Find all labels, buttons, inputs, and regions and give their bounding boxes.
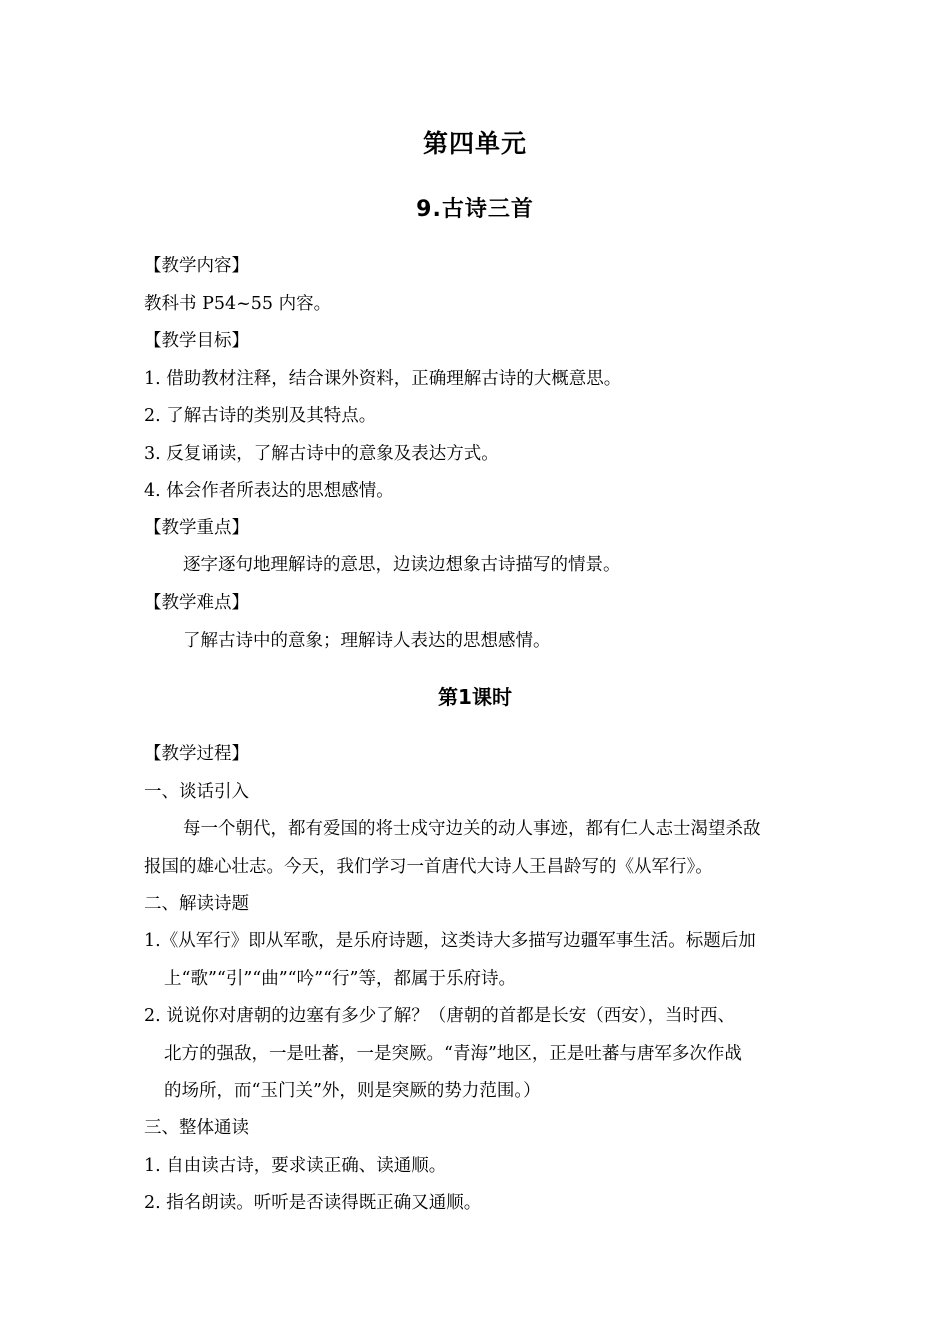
goal-item: 2. 了解古诗的类别及其特点。	[144, 406, 377, 426]
difficulty-heading: 【教学难点】	[144, 593, 249, 613]
goals-heading: 【教学目标】	[144, 331, 249, 351]
part2-item-line: 1.《从军行》即从军歌，是乐府诗题，这类诗大多描写边疆军事生活。标题后加	[144, 931, 756, 951]
content-heading: 【教学内容】	[144, 256, 249, 276]
part3-item: 2. 指名朗读。听听是否读得既正确又通顺。	[144, 1193, 482, 1213]
part2-title: 二、解读诗题	[144, 894, 249, 914]
goal-item: 1. 借助教材注释，结合课外资料，正确理解古诗的大概意思。	[144, 369, 622, 389]
part3-title: 三、整体通读	[144, 1118, 249, 1138]
part1-paragraph-line: 每一个朝代，都有爱国的将士戍守边关的动人事迹，都有仁人志士渴望杀敌	[183, 819, 761, 839]
goal-item: 4. 体会作者所表达的思想感情。	[144, 481, 394, 501]
unit-title: 第四单元	[422, 129, 527, 158]
content-text: 教科书 P54~55 内容。	[144, 294, 332, 314]
part2-item-line: 2. 说说你对唐朝的边塞有多少了解？（唐朝的首都是长安（西安），当时西、	[144, 1006, 736, 1026]
part1-paragraph-line: 报国的雄心壮志。今天，我们学习一首唐代大诗人王昌龄写的《从军行》。	[144, 857, 713, 877]
process-heading: 【教学过程】	[144, 744, 249, 764]
key-heading: 【教学重点】	[144, 518, 249, 538]
goal-item: 3. 反复诵读，了解古诗中的意象及表达方式。	[144, 444, 499, 464]
part1-title: 一、谈话引入	[144, 782, 249, 802]
period-title: 第1课时	[438, 685, 512, 709]
part2-item-line: 北方的强敌，一是吐蕃，一是突厥。“青海”地区，正是吐蕃与唐军多次作战	[164, 1044, 742, 1064]
key-text: 逐字逐句地理解诗的意思，边读边想象古诗描写的情景。	[183, 555, 621, 575]
difficulty-text: 了解古诗中的意象；理解诗人表达的思想感情。	[183, 631, 551, 651]
lesson-title: 9.古诗三首	[416, 197, 534, 222]
part2-item-line: 的场所，而“玉门关”外，则是突厥的势力范围。）	[164, 1081, 541, 1101]
part3-item: 1. 自由读古诗，要求读正确、读通顺。	[144, 1156, 447, 1176]
part2-item-line: 上“歌”“引”“曲”“吟”“行”等，都属于乐府诗。	[164, 969, 516, 989]
